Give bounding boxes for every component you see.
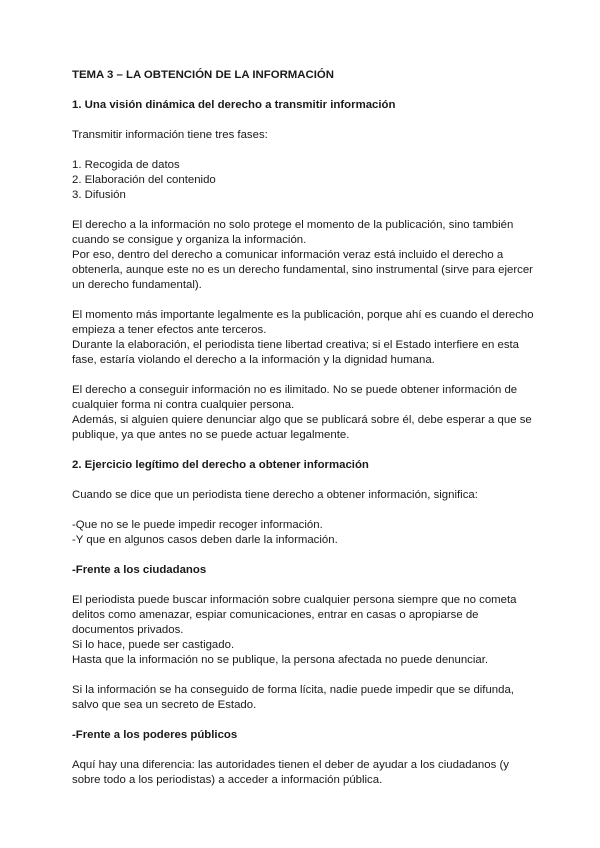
paragraph-line: publique, ya que antes no se puede actuar legalmente. [72,429,350,441]
paragraph-line: El derecho a conseguir información no es ilimitado. No se puede obtener información de [72,384,518,396]
paragraph-line: Durante la elaboración, el periodista tiene libertad creativa; si el Estado interfiere en esta [72,339,520,351]
paragraph-line: Por eso, dentro del derecho a comunicar información veraz está incluido el derecho a [72,249,504,261]
list-item: -Y que en algunos casos deben darle la información. [72,534,338,546]
paragraph-line: cuando se consigue y organiza la información. [72,234,307,246]
paragraph-line: Además, si alguien quiere denunciar algo que se publicará sobre él, debe esperar a que se [72,414,532,426]
paragraph-line: obtenerla, aunque este no es un derecho fundamental, sino instrumental (sirve para ejercer [72,264,533,276]
paragraph-line: El derecho a la información no solo protege el momento de la publicación, sino también [72,219,514,231]
list-item: -Que no se le puede impedir recoger información. [72,519,323,531]
paragraph-line: Si lo hace, puede ser castigado. [72,639,235,651]
paragraph-line: Aquí hay una diferencia: las autoridades tienen el deber de ayudar a los ciudadanos (y [72,759,509,771]
paragraph-line: Si la información se ha conseguido de forma lícita, nadie puede impedir que se difunda, [72,684,514,696]
paragraph-line: cualquier forma ni contra cualquier persona. [72,399,295,411]
paragraph-line: sobre todo a los periodistas) a acceder a información pública. [72,774,383,786]
citizens-heading: -Frente a los ciudadanos [72,564,207,576]
paragraph-line: delitos como amenazar, espiar comunicaciones, entrar en casas o apropiarse de [72,609,479,621]
phase-item: 2. Elaboración del contenido [72,174,216,186]
paragraph-line: Hasta que la información no se publique, la persona afectada no puede denunciar. [72,654,489,666]
document-title: TEMA 3 – LA OBTENCIÓN DE LA INFORMACIÓN [72,69,334,81]
phase-item: 3. Difusión [72,189,126,201]
section2-heading: 2. Ejercicio legítimo del derecho a obtener información [72,459,369,471]
section1-intro: Transmitir información tiene tres fases: [72,129,268,141]
section2-intro: Cuando se dice que un periodista tiene derecho a obtener información, significa: [72,489,478,501]
paragraph-line: empieza a tener efectos ante terceros. [72,324,267,336]
document-body [72,68,532,788]
paragraph-line: documentos privados. [72,624,184,636]
paragraph-line: un derecho fundamental). [72,279,202,291]
paragraph-line: salvo que sea un secreto de Estado. [72,699,257,711]
public-powers-heading: -Frente a los poderes públicos [72,729,238,741]
phase-item: 1. Recogida de datos [72,159,180,171]
paragraph-line: fase, estaría violando el derecho a la información y la dignidad humana. [72,354,435,366]
paragraph-line: El momento más importante legalmente es la publicación, porque ahí es cuando el derecho [72,309,534,321]
section1-heading: 1. Una visión dinámica del derecho a transmitir información [72,99,396,111]
paragraph-line: El periodista puede buscar información sobre cualquier persona siempre que no cometa [72,594,517,606]
